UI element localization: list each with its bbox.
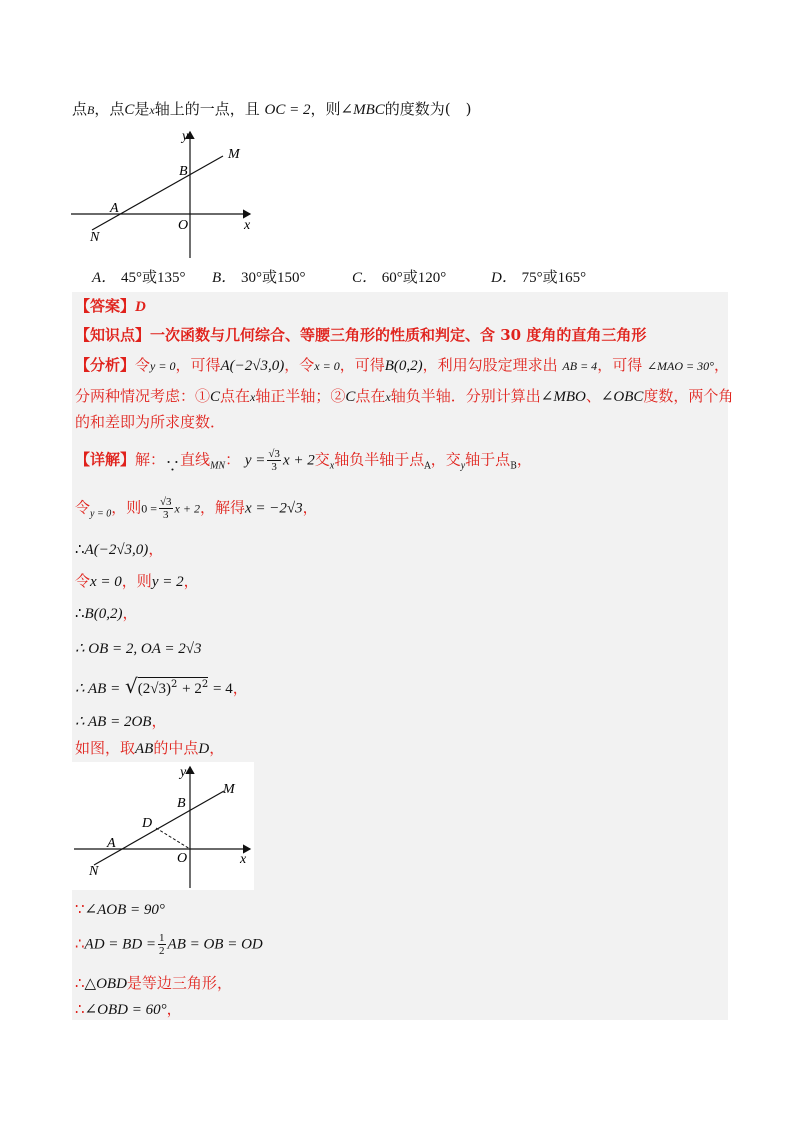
label-n: N <box>89 864 99 879</box>
option-text: 45°或135° <box>120 270 186 286</box>
math: ∴ <box>75 974 85 992</box>
math: y = 0 <box>90 508 112 520</box>
label-a: A <box>107 836 116 851</box>
text: ： <box>225 450 241 469</box>
knowledge-line <box>75 324 646 346</box>
text: 的中点 <box>153 739 199 757</box>
analysis-line-3 <box>75 411 225 433</box>
label-o: O <box>178 218 189 233</box>
analysis-line-2 <box>75 385 733 408</box>
math: B(0,2) <box>84 606 123 622</box>
sqrt-sign: √ <box>125 674 138 698</box>
math: AB = 4 <box>562 359 598 373</box>
text: ， <box>209 739 225 757</box>
knowledge-text: 一次函数与几何综合、等腰三角形的性质和判定、含 30 度角的直角三角形 <box>150 326 647 344</box>
label-y: y <box>180 765 187 780</box>
math: ∴ <box>75 540 85 558</box>
math: (2√3) <box>137 681 171 697</box>
text: ，交 <box>430 450 461 469</box>
label-a: A <box>110 201 119 216</box>
q-point-c: C <box>124 102 135 118</box>
text: 轴负半轴于点 <box>334 450 425 469</box>
text: 直线 <box>180 450 211 469</box>
math: x <box>250 390 256 404</box>
math: x = 0 <box>314 359 340 373</box>
detail-line-7 <box>75 674 248 700</box>
option-d <box>491 266 586 287</box>
option-text: 30°或150° <box>240 270 306 286</box>
option-text: 60°或120° <box>381 270 447 286</box>
text: 点在 <box>220 387 251 405</box>
math: = 4 <box>213 681 233 697</box>
text: 令 <box>135 356 151 374</box>
math: C <box>345 389 356 405</box>
q-text: 的度数为( ) <box>384 100 472 118</box>
text: ， <box>148 540 164 558</box>
text: ，则 <box>111 498 142 517</box>
line-mn <box>94 791 224 865</box>
math: x + 2 <box>282 452 315 469</box>
detail-line-4 <box>75 570 199 593</box>
text: 、 <box>585 387 601 405</box>
math: ∠AOB = 90° <box>84 902 165 918</box>
detail-line-5 <box>75 602 137 625</box>
text: ， <box>302 498 318 517</box>
detail-line-10 <box>75 898 165 921</box>
answer-value: D <box>135 299 146 315</box>
numerator: √3 <box>268 448 280 460</box>
fraction <box>158 932 166 957</box>
option-a <box>92 266 185 287</box>
analysis-line-1 <box>75 354 729 377</box>
label-m: M <box>228 147 240 162</box>
math: A(−2√3,0) <box>220 358 285 374</box>
q-text: ，则 <box>310 100 341 118</box>
detail-line-6: ∴ OB = 2, OA = 2√3 <box>75 641 202 657</box>
detail-label: 【详解】 <box>75 450 136 469</box>
question-text <box>72 98 471 121</box>
math: y <box>460 460 466 472</box>
detail-line-13 <box>75 998 182 1021</box>
fraction <box>159 496 173 521</box>
text: ， <box>122 604 138 622</box>
q-text: 点 <box>72 100 88 118</box>
detail-line-2 <box>75 496 318 526</box>
analysis-label: 【分析】 <box>75 356 136 374</box>
detail-line-11 <box>75 932 263 957</box>
option-letter: C． <box>352 270 378 286</box>
detail-line-12 <box>75 972 232 995</box>
text: ， <box>232 679 248 697</box>
math: AB = OB = OD <box>167 936 263 953</box>
text: ，则 <box>121 572 152 590</box>
math: ∠OBD = 60° <box>84 1002 167 1018</box>
math: D <box>198 741 210 757</box>
detail-line-3 <box>75 538 163 561</box>
math: ∴ AB = 2OB <box>75 714 152 730</box>
label-m: M <box>223 782 235 797</box>
denominator: 3 <box>271 461 277 473</box>
q-angle-mbc: ∠MBC <box>340 102 385 118</box>
math: ∴ <box>75 604 85 622</box>
math: x <box>385 390 391 404</box>
fraction <box>267 448 281 473</box>
label-d: D <box>142 816 153 831</box>
math: MN <box>210 460 226 472</box>
text: 令 <box>75 498 91 517</box>
coordinate-figure-2 <box>72 762 254 890</box>
text: 轴于点 <box>465 450 511 469</box>
math: x = 0 <box>90 574 122 590</box>
text: 度数，两个角 <box>643 387 734 405</box>
sqrt-body <box>138 677 208 697</box>
denominator: 2 <box>159 945 165 957</box>
math: 2 <box>201 679 209 690</box>
math: △OBD <box>84 976 127 992</box>
q-axis-x: x <box>149 103 155 117</box>
knowledge-label: 【知识点】 <box>75 326 151 344</box>
math: ∴ <box>75 934 85 953</box>
math: A(−2√3,0) <box>84 542 149 558</box>
label-x: x <box>244 218 251 233</box>
q-text: 是 <box>134 100 150 118</box>
math: x + 2 <box>174 501 200 516</box>
text: 分两种情况考虑：① <box>75 387 211 405</box>
text: 是等边三角形 <box>126 974 217 992</box>
coordinate-figure-1 <box>68 126 268 261</box>
math: + 2 <box>182 681 202 697</box>
math: x = −2√3 <box>245 500 303 517</box>
math: ∠MAO = 30° <box>646 359 714 373</box>
text: 解： <box>135 450 166 469</box>
label-x: x <box>240 852 247 867</box>
answer-line <box>75 295 146 318</box>
text: 交 <box>314 450 330 469</box>
option-letter: A． <box>92 270 117 286</box>
label-b: B <box>179 164 188 179</box>
text: ， <box>151 712 167 730</box>
text: ，可得 <box>597 356 643 374</box>
label-o: O <box>177 851 188 866</box>
text: ，可得 <box>339 356 385 374</box>
option-c <box>352 266 446 287</box>
text: ， <box>216 974 232 992</box>
text: 如图，取 <box>75 739 136 757</box>
detail-line-9 <box>75 737 224 760</box>
math: y = <box>244 452 266 469</box>
answer-label: 【答案】 <box>75 297 136 315</box>
label-n: N <box>90 230 100 245</box>
text: ， <box>183 572 199 590</box>
text: ，令 <box>284 356 315 374</box>
detail-line-1 <box>75 448 532 478</box>
math: B(0,2) <box>384 358 423 374</box>
option-letter: D． <box>491 270 517 286</box>
text: 点在 <box>355 387 386 405</box>
q-text: 轴上的一点，且 <box>154 100 260 118</box>
detail-line-8 <box>75 710 166 733</box>
math: ∴ AB = <box>75 681 121 697</box>
math: 2 <box>171 679 178 690</box>
math: AB <box>135 741 154 757</box>
option-b <box>212 266 305 287</box>
line-mn <box>92 156 223 230</box>
text: ， <box>713 356 729 374</box>
math: ∵ <box>165 456 181 475</box>
text: 的和差即为所求度数． <box>75 413 226 431</box>
option-text: 75°或165° <box>521 270 587 286</box>
text: 令 <box>75 572 91 590</box>
denominator: 3 <box>163 509 169 521</box>
q-oc: OC = 2 <box>264 102 311 118</box>
math: 0 = <box>141 501 157 516</box>
numerator: 1 <box>159 932 165 944</box>
segment-od <box>156 828 190 849</box>
text: ，利用勾股定理求出 <box>422 356 558 374</box>
text: ，解得 <box>199 498 245 517</box>
q-point-b: B <box>87 103 95 117</box>
label-y: y <box>182 129 189 144</box>
math: ∠OBC <box>600 389 644 405</box>
text: ， <box>516 450 532 469</box>
text: ， <box>166 1000 182 1018</box>
math: y = 0 <box>150 359 176 373</box>
math: ∠MBO <box>540 389 586 405</box>
numerator: √3 <box>160 496 172 508</box>
q-text: ，点 <box>94 100 125 118</box>
option-letter: B． <box>212 270 237 286</box>
text: 轴正半轴；② <box>255 387 346 405</box>
math: C <box>210 389 221 405</box>
label-b: B <box>177 796 186 811</box>
math: A <box>424 461 431 472</box>
math: ∵ <box>75 900 85 918</box>
math: AD = BD = <box>84 936 157 953</box>
math: y = 2 <box>151 574 184 590</box>
math: x <box>329 460 335 472</box>
text: ，可得 <box>175 356 221 374</box>
math: ∴ <box>75 1000 85 1018</box>
text: 轴负半轴．分别计算出 <box>390 387 541 405</box>
math: B <box>510 461 517 472</box>
